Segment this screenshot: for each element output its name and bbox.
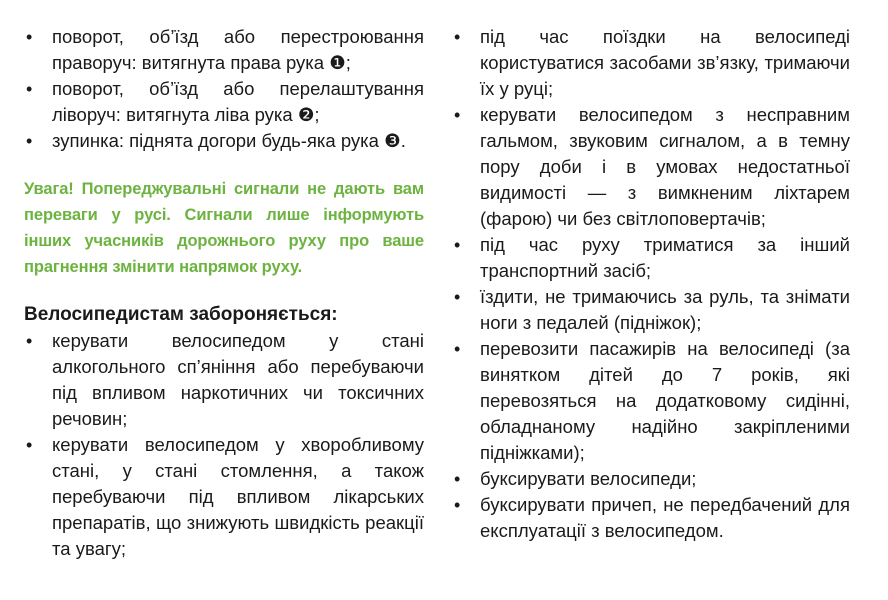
list-item-text: під час руху триматися за інший транспортний засіб;: [480, 234, 850, 281]
list-item: [452, 284, 850, 336]
prohibited-heading: Велосипедистам забороняється:: [24, 304, 338, 325]
right-column: [452, 24, 850, 544]
bullet-icon: •: [454, 105, 461, 125]
list-item: [452, 336, 850, 466]
prohibited-list-right: [452, 24, 850, 544]
list-item-text: їздити, не тримаючись за руль, та знімати ноги з педалей (підніжок);: [480, 286, 850, 333]
left-column: [24, 24, 424, 562]
bullet-icon: •: [26, 27, 33, 47]
list-item-text: керувати велосипедом у хворобливому стані, у стані стомлення, а також перебуваючи під впливом лікарських препаратів, що знижують швидкість реакції та увагу;: [52, 434, 424, 559]
list-item-text: поворот, об’їзд або перелаштування ліворуч: витягнута ліва рука ❷;: [52, 78, 424, 125]
list-item: [24, 328, 424, 432]
list-item-text: керувати велосипедом у стані алкогольного сп’яніння або перебуваючи під впливом наркотичних чи токсичних речовин;: [52, 330, 424, 429]
bullet-icon: •: [26, 79, 33, 99]
bullet-icon: •: [454, 235, 461, 255]
bullet-icon: •: [454, 287, 461, 307]
warning-note: Увага! Попереджувальні сигнали не дають вам переваги у русі. Сигнали лише інформують інших учасників дорожнього руху про ваше прагнення змінити напрямок руху.: [24, 180, 424, 276]
list-item-text: буксирувати велосипеди;: [480, 468, 697, 489]
bullet-icon: •: [454, 27, 461, 47]
list-item-text: зупинка: піднята догори будь-яка рука ❸.: [52, 130, 406, 151]
list-item-text: буксирувати причеп, не передбачений для експлуатації з велосипедом.: [480, 494, 850, 541]
list-item-text: під час поїздки на велосипеді користуватися засобами зв’язку, тримаючи їх у руці;: [480, 26, 850, 99]
list-item: [24, 76, 424, 128]
list-item: [24, 128, 424, 154]
list-item: [452, 24, 850, 102]
bullet-icon: •: [26, 131, 33, 151]
list-item: [452, 466, 850, 492]
list-item-text: керувати велосипедом з несправним гальмом, звуковим сигналом, а в темну пору доби і в умовах недостатньої видимості — з вимкненим ліхтарем (фарою) чи без світлоповертачів;: [480, 104, 850, 229]
bullet-icon: •: [26, 435, 33, 455]
list-item: [24, 24, 424, 76]
bullet-icon: •: [454, 495, 461, 515]
list-item: [452, 492, 850, 544]
bullet-icon: •: [454, 339, 461, 359]
list-item-text: поворот, об’їзд або перестроювання праворуч: витягнута права рука ❶;: [52, 26, 424, 73]
list-item: [24, 432, 424, 562]
list-item: [452, 232, 850, 284]
hand-signals-list: [24, 24, 424, 154]
prohibited-list-left: [24, 328, 424, 562]
list-item-text: перевозити пасажирів на велосипеді (за винятком дітей до 7 років, які перевозяться на додатковому сидінні, обладнаному надійно закріпленими підніжками);: [480, 338, 850, 463]
bullet-icon: •: [26, 331, 33, 351]
list-item: [452, 102, 850, 232]
bullet-icon: •: [454, 469, 461, 489]
